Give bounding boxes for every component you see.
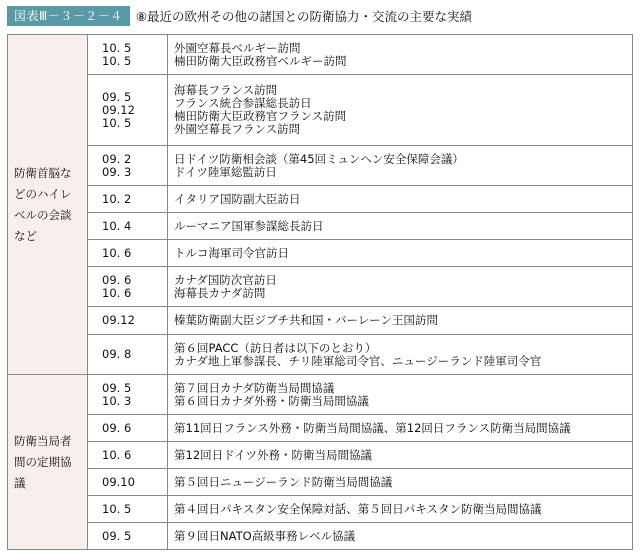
event-cell — [168, 469, 633, 496]
table-row — [8, 35, 633, 75]
date-cell — [88, 335, 168, 375]
event-cell — [168, 75, 633, 146]
date-line: 09. 5 — [102, 89, 132, 104]
event-cell — [168, 335, 633, 375]
event-line: 楠田防衛大臣政務官フランス訪問 — [174, 109, 347, 123]
table-row — [8, 415, 633, 442]
event-line: 楠田防衛大臣政務官ベルギー訪問 — [174, 53, 347, 68]
event-cell — [168, 267, 633, 307]
table-row — [8, 146, 633, 186]
date-cell — [88, 496, 168, 523]
date-line: 10. 5 — [102, 40, 132, 55]
date-cell — [88, 523, 168, 550]
date-line: 09. 6 — [102, 420, 132, 435]
event-line: 外園空幕長ベルギー訪問 — [174, 40, 301, 55]
event-line: 第12回日ドイツ外務・防衛当局間協議 — [174, 447, 373, 462]
date-line: 09. 6 — [102, 272, 132, 287]
date-line: 09.12 — [102, 313, 135, 327]
date-cell — [88, 240, 168, 267]
event-line: カナダ国防次官訪日 — [174, 272, 277, 287]
date-cell — [88, 186, 168, 213]
table-row — [8, 496, 633, 523]
date-cell — [88, 75, 168, 146]
event-cell — [168, 146, 633, 186]
table-row — [8, 267, 633, 307]
table-row — [8, 442, 633, 469]
date-line: 10. 6 — [102, 447, 132, 462]
event-line: 外園空幕長フランス訪問 — [174, 122, 301, 136]
exchange-table-body — [8, 35, 633, 550]
event-cell — [168, 213, 633, 240]
event-line: 第11回日フランス外務・防衛当局間協議、第12回日フランス防衛当局間協議 — [174, 420, 571, 435]
date-line: 09.12 — [102, 102, 135, 117]
event-line: 第６回PACC（訪日者は以下のとおり） — [174, 340, 377, 355]
table-row — [8, 335, 633, 375]
date-line: 10. 5 — [102, 53, 132, 68]
date-cell — [88, 267, 168, 307]
event-line: ドイツ陸軍総監訪日 — [174, 164, 277, 179]
event-line: カナダ地上軍参謀長、チリ陸軍総司令官、ニュージーランド陸軍司令官 — [174, 353, 542, 368]
figure-title: ⑧最近の欧州その他の諸国との防衛協力・交流の主要な実績 — [135, 9, 472, 24]
event-line: 海幕長フランス訪問 — [174, 83, 278, 97]
date-line: 10. 3 — [102, 393, 132, 408]
event-cell — [168, 186, 633, 213]
date-line: 09. 3 — [102, 164, 132, 179]
table-row — [8, 523, 633, 550]
date-line: 09. 2 — [102, 151, 132, 166]
table-row — [8, 375, 633, 415]
date-line: 09.10 — [102, 474, 135, 489]
table-row — [8, 75, 633, 146]
event-cell — [168, 442, 633, 469]
date-line: 10. 6 — [102, 245, 132, 260]
event-line: 海幕長カナダ訪問 — [174, 285, 266, 300]
date-cell — [88, 375, 168, 415]
table-row — [8, 240, 633, 267]
date-line: 10. 2 — [102, 191, 132, 206]
date-cell — [88, 307, 168, 335]
event-line: 第９回日NATO高級事務レベル協議 — [174, 528, 356, 543]
event-line: 日ドイツ防衛相会談（第45回ミュンヘン安全保障会議） — [174, 151, 464, 166]
event-cell — [168, 307, 633, 335]
table-row — [8, 307, 633, 335]
date-line: 10. 6 — [102, 285, 132, 300]
date-cell — [88, 442, 168, 469]
figure-number-badge: 図表Ⅲ－３－２－４ — [7, 6, 130, 26]
event-cell — [168, 240, 633, 267]
event-line: 第５回日ニュージーランド防衛当局間協議 — [174, 474, 393, 489]
table-row — [8, 469, 633, 496]
event-cell — [168, 523, 633, 550]
exchange-table — [7, 34, 633, 549]
event-line: 榛葉防衛副大臣ジブチ共和国・バーレーン王国訪問 — [174, 313, 439, 327]
event-line: 第７回日カナダ防衛当局間協議 — [174, 380, 335, 395]
event-line: 第６回日カナダ外務・防衛当局間協議 — [174, 393, 369, 408]
table-row — [8, 186, 633, 213]
event-line: イタリア国防副大臣訪日 — [174, 191, 301, 206]
date-cell — [88, 469, 168, 496]
figure-header — [7, 6, 472, 26]
category-label: 防衛首脳などのハイレベルの会談など — [8, 35, 88, 375]
date-cell — [88, 415, 168, 442]
date-line: 10. 5 — [102, 501, 132, 516]
event-line: トルコ海軍司令官訪日 — [174, 245, 289, 260]
event-line: ルーマニア国軍参謀総長訪日 — [174, 218, 324, 233]
event-cell — [168, 496, 633, 523]
date-line: 09. 5 — [102, 380, 132, 395]
event-line: 第４回日パキスタン安全保障対話、第５回日パキスタン防衛当局間協議 — [174, 501, 542, 516]
event-cell — [168, 35, 633, 75]
event-line: フランス統合参謀総長訪日 — [174, 96, 312, 110]
date-cell — [88, 35, 168, 75]
date-cell — [88, 146, 168, 186]
category-label: 防衛当局者間の定期協議 — [8, 375, 88, 550]
date-line: 09. 8 — [102, 347, 132, 361]
date-line: 10. 5 — [102, 115, 132, 130]
date-line: 09. 5 — [102, 528, 132, 543]
date-cell — [88, 213, 168, 240]
event-cell — [168, 415, 633, 442]
table-row — [8, 213, 633, 240]
date-line: 10. 4 — [102, 218, 132, 233]
event-cell — [168, 375, 633, 415]
